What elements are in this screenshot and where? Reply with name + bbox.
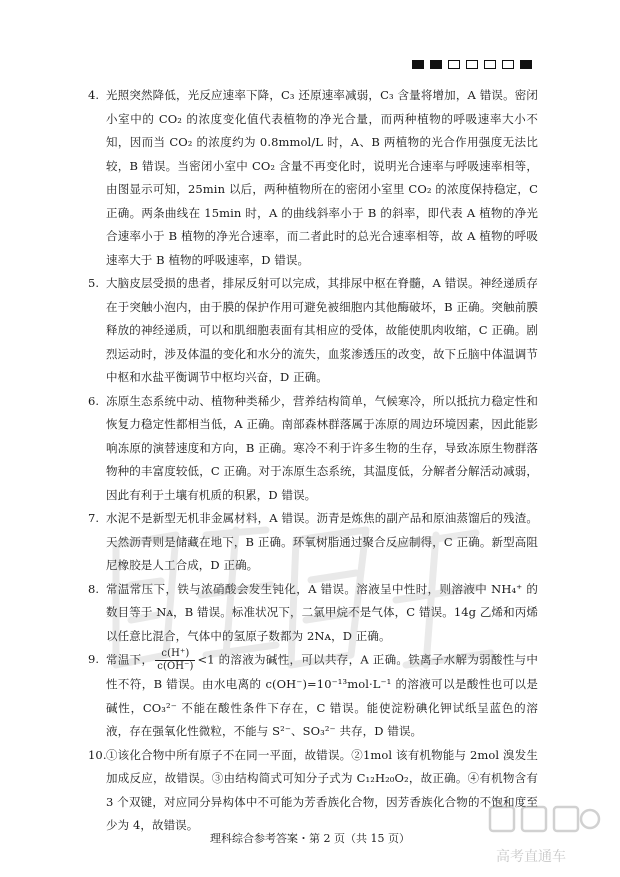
answer-item-8 — [88, 578, 538, 649]
item-text: 大脑皮层受损的患者，排尿反射可以完成，其排尿中枢在脊髓，A 错误。神经递质存在于突触小泡内，由于膜的保护作用可避免被细胞内其他酶破坏，B 正确。突触前膜释放的神经递质，可以和肌细胞表面有其相应的受体，故能使肌肉收缩，C 正确。剧烈运动时，涉及体温的变化和水分的流失，血浆渗透压的改变，故下丘脑中体温调节中枢和水盐平衡调节中枢均兴奋，D 正确。 — [106, 276, 538, 384]
header-mark — [502, 60, 514, 69]
item-number: 6. — [88, 393, 100, 408]
item-text: 光照突然降低，光反应速率下降，C₃ 还原速率减弱，C₃ 含量将增加，A 错误。密闭小室中的 CO₂ 的浓度变化值代表植物的净光合量，而两种植物的呼吸速率大小不知，因而当 CO₂ 的浓度约为 0.8mmol/L 时，A、B 两植物的光合作用强度无法比较，B 错误。当密闭小室中 CO₂ 含量不再变化时，说明光合速率与呼吸速率相等，由图显示可知，25min 以后，两种植物所在的密闭小室里 CO₂ 的浓度保持稳定，C 正确。两条曲线在 15min 时，A 的曲线斜率小于 B 的斜率，即代表 A 植物的净光合速率小于 B 植物的净光合速率，而二者此时的总光合速率相等，故 A 植物的呼吸速率大于 B 植物的呼吸速率，D 错误。 — [106, 88, 538, 267]
header-mark — [520, 60, 532, 69]
item-text — [106, 648, 538, 744]
answer-item-6 — [88, 390, 538, 508]
header-progress-marks — [412, 60, 532, 69]
watermark-text: 高考直通车 — [496, 849, 566, 865]
item-number: 4. — [88, 88, 100, 102]
item-text: 常温常压下，铁与浓硝酸会发生钝化，A 错误。溶液呈中性时，则溶液中 NH₄⁺ 的数目等于 Nᴀ，B 错误。标准状况下，二氯甲烷不是气体，C 错误。14g 乙烯和丙烯以任意比混合，气体中的氢原子数都为 2Nᴀ，D 正确。 — [106, 581, 538, 643]
answer-item-10 — [88, 744, 538, 838]
answer-item-9 — [88, 648, 538, 744]
item-text: 水泥不是新型无机非金属材料，A 错误。沥青是炼焦的副产品和原油蒸馏后的残渣。天然沥青则是储藏在地下，B 正确。环氧树脂通过聚合反应制得，C 正确。新型高阻尼橡胶是人工合成，D 正确。 — [106, 511, 538, 572]
header-mark — [448, 60, 460, 69]
header-mark — [466, 60, 478, 69]
item-number: 7. — [88, 511, 100, 525]
item-text-pre: 常温下， — [106, 652, 154, 667]
item-number: 5. — [88, 276, 100, 290]
fraction-denominator: c(OH⁻) — [157, 661, 194, 672]
answer-content — [88, 84, 538, 838]
header-mark — [412, 60, 424, 69]
header-mark — [484, 60, 496, 69]
item-text: 冻原生态系统中动、植物种类稀少，营养结构简单，气候寒冷，所以抵抗力稳定性和恢复力稳定性都相当低，A 正确。南部森林群落属于冻原的周边环境因素，因此能影响冻原的演替速度和方向，B 正确。寒冷不利于许多生物的生存，导致冻原生物群落物种的丰富度较低，C 正确。对于冻原生态系统，其温度低，分解者分解活动减弱，因此有利于土壤有机质的积累，D 错误。 — [106, 393, 538, 502]
item-number: 9. — [88, 652, 100, 666]
item-number: 10. — [88, 747, 107, 762]
item-number: 8. — [88, 581, 100, 596]
page-footer: 理科综合参考答案・第 2 页（共 15 页） — [210, 832, 410, 845]
fraction-numerator: c(H⁺) — [155, 648, 195, 661]
item-text: ①该化合物中所有原子不在同一平面，故错误。②1mol 该有机物能与 2mol 溴发生加成反应，故错误。③由结构简式可知分子式为 C₁₂H₂₀O₂，故正确。④有机物含有 3 个双键，对应同分异构体中不可能为芳香族化合物，因芳香族化合物的不饱和度至少为 4，故错误。 — [106, 747, 538, 832]
answer-item-5 — [88, 272, 538, 390]
item-text-post: <1 的溶液为碱性，可以共存，A 正确。铁离子水解为弱酸性与中性不符，B 错误。由水电离的 c(OH⁻)=10⁻¹³mol·L⁻¹ 的溶液可以是酸性也可以是碱性，CO₃²⁻ 不能在酸性条件下存在，C 错误。能使淀粉碘化钾试纸呈蓝色的溶液，存在强氧化性微粒，不能与 S²⁻、SO₃²⁻ 共存，D 错误。 — [106, 652, 539, 738]
ion-ratio-fraction — [155, 648, 195, 673]
answer-item-7 — [88, 507, 538, 578]
answer-item-4 — [88, 84, 538, 272]
header-mark — [430, 60, 442, 69]
